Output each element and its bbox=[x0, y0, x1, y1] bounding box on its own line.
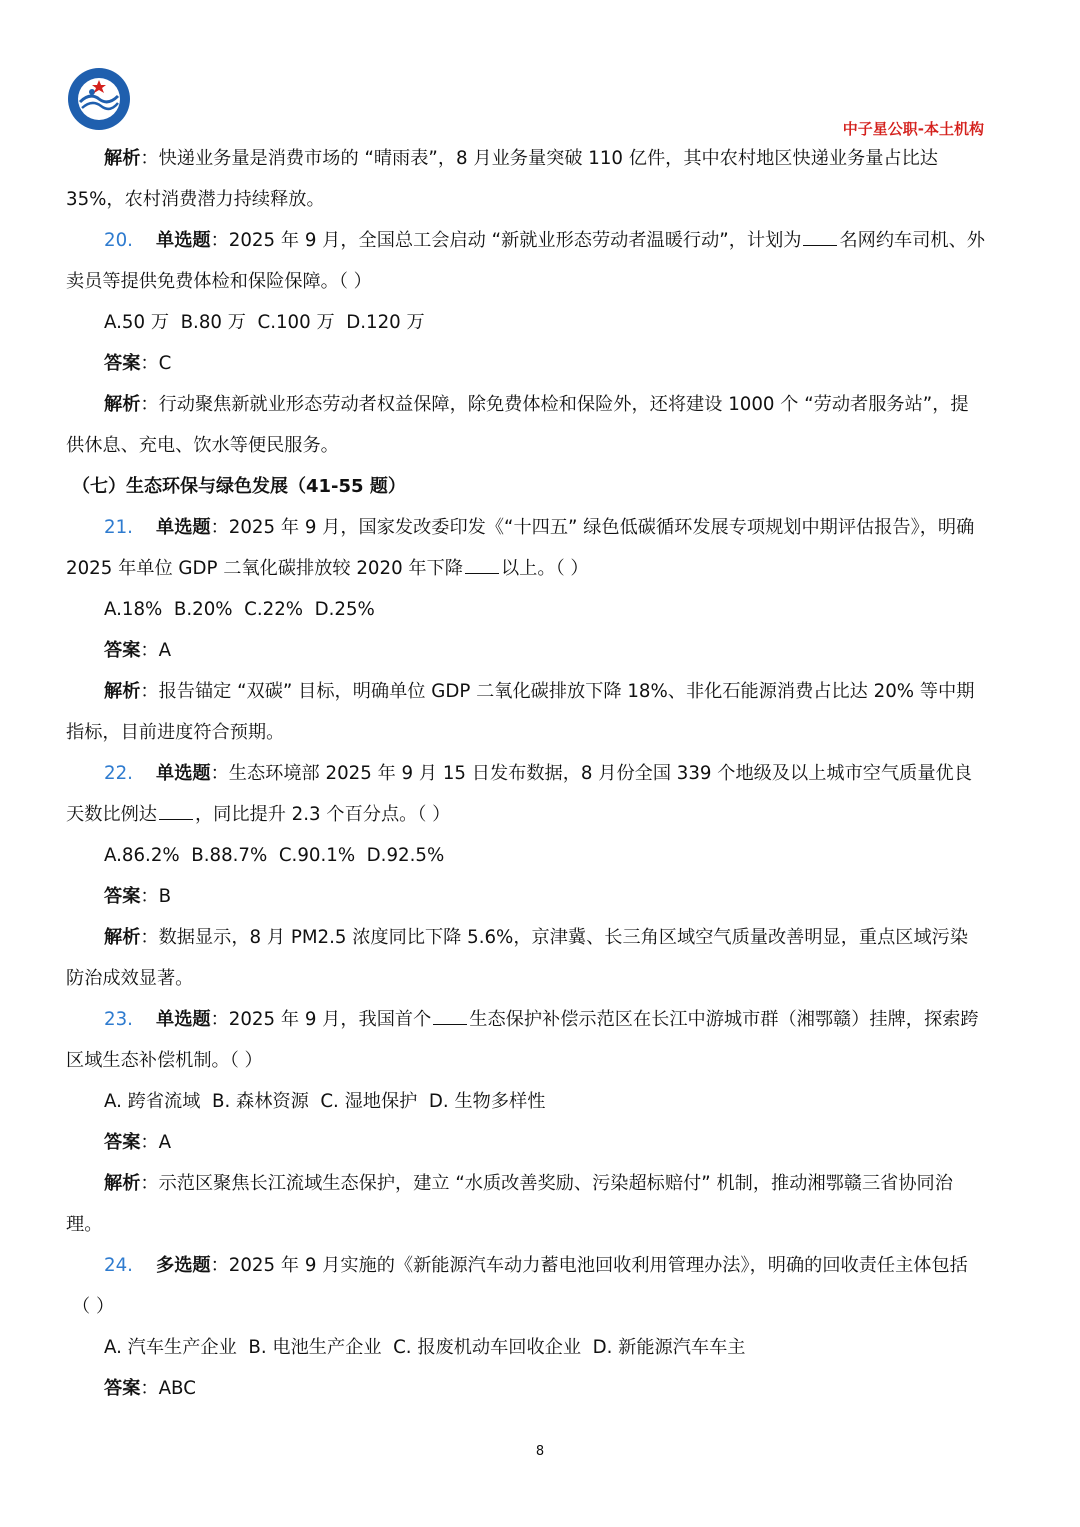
answer-value: ABC bbox=[158, 1378, 196, 1399]
page-number: 8 bbox=[535, 1444, 545, 1459]
analysis-line: 解析：行动聚焦新就业形态劳动者权益保障，除免费体检和保险外，还将建设 1000 个 “劳动者服务站”，提 bbox=[104, 394, 969, 415]
answer-line: 答案：A bbox=[104, 1132, 172, 1153]
options-line: A. 跨省流域 B. 森林资源 C. 湿地保护 D. 生物多样性 bbox=[104, 1091, 546, 1112]
question-type: 单选题 bbox=[156, 517, 211, 538]
answer-label: 答案 bbox=[104, 886, 141, 907]
question-number: 21. bbox=[104, 517, 133, 538]
question-line: 卖员等提供免费体检和保险保障。（ ） bbox=[66, 271, 372, 292]
analysis-label: 解析 bbox=[104, 394, 141, 415]
question-20: 20. 单选题：2025 年 9 月，全国总工会启动 “新就业形态劳动者温暖行动”，计划为 名网约车司机、外 bbox=[66, 220, 1014, 261]
answer-label: 答案 bbox=[104, 1132, 141, 1153]
answer-label: 答案 bbox=[104, 353, 141, 374]
question-22: 22. 单选题：生态环境部 2025 年 9 月 15 日发布数据，8 月份全国 339 个地级及以上城市空气质量优良 bbox=[66, 753, 1014, 794]
answer-line: 答案：B bbox=[104, 886, 172, 907]
analysis-line: 指标，目前进度符合预期。 bbox=[66, 722, 285, 743]
document-body bbox=[66, 138, 1014, 1409]
question-type: 多选题 bbox=[156, 1255, 211, 1276]
answer-line: 答案：C bbox=[104, 353, 172, 374]
analysis-line: 解析：报告锚定 “双碳” 目标，明确单位 GDP 二氧化碳排放下降 18%、非化石能源消费占比达 20% 等中期 bbox=[104, 681, 975, 702]
question-line: （ ） bbox=[72, 1296, 115, 1317]
fill-blank bbox=[159, 803, 193, 820]
analysis-line: 防治成效显著。 bbox=[66, 968, 194, 989]
options-line: A. 汽车生产企业 B. 电池生产企业 C. 报废机动车回收企业 D. 新能源汽车车主 bbox=[104, 1337, 746, 1358]
question-line: 区域生态补偿机制。（ ） bbox=[66, 1050, 263, 1071]
analysis-label: 解析 bbox=[104, 681, 141, 702]
question-number: 22. bbox=[104, 763, 133, 784]
analysis-line: 供休息、充电、饮水等便民服务。 bbox=[66, 435, 339, 456]
answer-label: 答案 bbox=[104, 640, 141, 661]
question-number: 23. bbox=[104, 1009, 133, 1030]
question-21: 21. 单选题：2025 年 9 月，国家发改委印发《“十四五” 绿色低碳循环发展专项规划中期评估报告》，明确 bbox=[66, 507, 1014, 548]
analysis-line: 35%，农村消费潜力持续释放。 bbox=[66, 189, 325, 210]
answer-value: C bbox=[158, 353, 172, 374]
answer-line: 答案：ABC bbox=[104, 1378, 196, 1399]
analysis-label: 解析 bbox=[104, 1173, 141, 1194]
question-23: 23. 单选题：2025 年 9 月，我国首个 生态保护补偿示范区在长江中游城市群（湘鄂赣）挂牌，探索跨 bbox=[66, 999, 1014, 1040]
analysis-line: 理。 bbox=[66, 1214, 103, 1235]
question-type: 单选题 bbox=[156, 1009, 211, 1030]
options-line: A.50 万 B.80 万 C.100 万 D.120 万 bbox=[104, 312, 425, 333]
options-line: A.18% B.20% C.22% D.25% bbox=[104, 599, 375, 620]
fill-blank bbox=[465, 557, 499, 574]
answer-label: 答案 bbox=[104, 1378, 141, 1399]
analysis-line: 解析：示范区聚焦长江流域生态保护，建立 “水质改善奖励、污染超标赔付” 机制，推动湘鄂赣三省协同治 bbox=[104, 1173, 953, 1194]
analysis-label: 解析 bbox=[104, 148, 141, 169]
answer-value: B bbox=[158, 886, 172, 907]
analysis-label: 解析 bbox=[104, 927, 141, 948]
organization-logo-icon bbox=[66, 66, 132, 132]
organization-name: 中子星公职-本土机构 bbox=[842, 120, 984, 138]
answer-value: A bbox=[158, 640, 172, 661]
question-number: 24. bbox=[104, 1255, 133, 1276]
analysis-line: 解析：快递业务量是消费市场的 “晴雨表”，8 月业务量突破 110 亿件，其中农村地区快递业务量占比达 bbox=[104, 148, 938, 169]
question-type: 单选题 bbox=[156, 763, 211, 784]
question-line: 天数比例达 ，同比提升 2.3 个百分点。（ ） bbox=[66, 804, 451, 825]
fill-blank bbox=[803, 229, 837, 246]
question-24: 24. 多选题：2025 年 9 月实施的《新能源汽车动力蓄电池回收利用管理办法》，明确的回收责任主体包括 bbox=[66, 1245, 1014, 1286]
question-type: 单选题 bbox=[156, 230, 211, 251]
answer-value: A bbox=[158, 1132, 172, 1153]
question-number: 20. bbox=[104, 230, 133, 251]
answer-line: 答案：A bbox=[104, 640, 172, 661]
analysis-line: 解析：数据显示，8 月 PM2.5 浓度同比下降 5.6%，京津冀、长三角区域空气质量改善明显，重点区域污染 bbox=[104, 927, 969, 948]
question-line: 2025 年单位 GDP 二氧化碳排放较 2020 年下降 以上。（ ） bbox=[66, 558, 589, 579]
fill-blank bbox=[433, 1008, 467, 1025]
section-title: （七）生态环保与绿色发展（41-55 题） bbox=[72, 476, 406, 497]
options-line: A.86.2% B.88.7% C.90.1% D.92.5% bbox=[104, 845, 445, 866]
